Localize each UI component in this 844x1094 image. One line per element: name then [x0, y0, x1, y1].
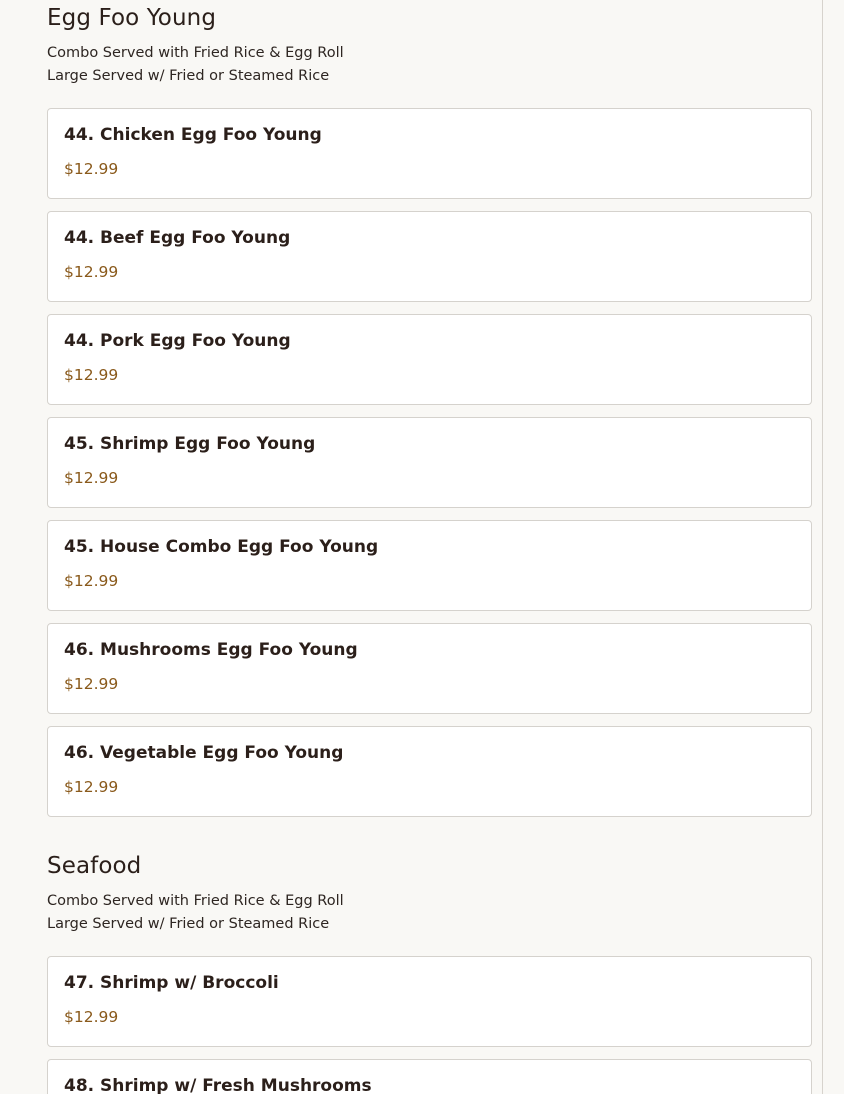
menu-item-price: $12.99 [64, 366, 119, 384]
menu-item-name: 44. Beef Egg Foo Young [64, 228, 291, 248]
menu-item-card[interactable] [47, 623, 812, 714]
section-description-line: Combo Served with Fried Rice & Egg Roll [47, 45, 344, 61]
menu-item-price: $12.99 [64, 1008, 119, 1026]
menu-item-price: $12.99 [64, 469, 119, 487]
scroll-divider [822, 0, 823, 1094]
section-title: Egg Foo Young [47, 5, 217, 31]
menu-item-name: 46. Vegetable Egg Foo Young [64, 743, 344, 763]
menu-item-price: $12.99 [64, 160, 119, 178]
menu-item-name: 45. Shrimp Egg Foo Young [64, 434, 316, 454]
menu-item-card[interactable] [47, 211, 812, 302]
menu-item-card[interactable] [47, 1059, 812, 1094]
menu-item-price: $12.99 [64, 572, 119, 590]
menu-item-list [47, 108, 812, 817]
menu-item-name: 46. Mushrooms Egg Foo Young [64, 640, 358, 660]
menu-item-card[interactable] [47, 520, 812, 611]
menu-item-name: 44. Pork Egg Foo Young [64, 331, 291, 351]
menu-item-name: 45. House Combo Egg Foo Young [64, 537, 379, 557]
menu-section-egg-foo-young [47, 3, 812, 829]
menu-item-card[interactable] [47, 108, 812, 199]
section-description-line: Large Served w/ Fried or Steamed Rice [47, 68, 330, 84]
menu-item-price: $12.99 [64, 778, 119, 796]
section-title: Seafood [47, 853, 142, 879]
menu-item-list [47, 956, 812, 1094]
menu-item-name: 48. Shrimp w/ Fresh Mushrooms [64, 1076, 372, 1094]
menu-item-name: 47. Shrimp w/ Broccoli [64, 973, 279, 993]
menu-item-price: $12.99 [64, 263, 119, 281]
section-description [47, 890, 812, 936]
menu-item-card[interactable] [47, 417, 812, 508]
menu-item-name: 44. Chicken Egg Foo Young [64, 125, 322, 145]
section-description [47, 42, 812, 88]
menu-item-card[interactable] [47, 956, 812, 1047]
section-description-line: Combo Served with Fried Rice & Egg Roll [47, 893, 344, 909]
menu-section-seafood [47, 851, 812, 1094]
menu-item-card[interactable] [47, 726, 812, 817]
section-description-line: Large Served w/ Fried or Steamed Rice [47, 916, 330, 932]
menu-item-card[interactable] [47, 314, 812, 405]
menu-item-price: $12.99 [64, 675, 119, 693]
